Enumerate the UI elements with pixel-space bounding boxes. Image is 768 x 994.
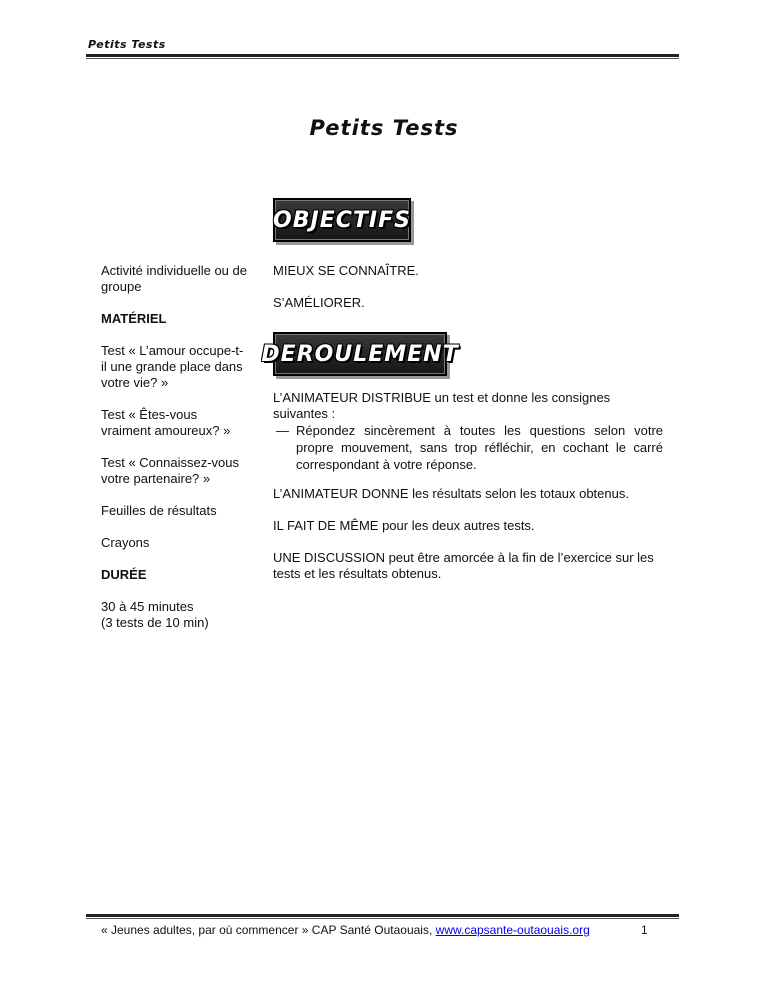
footer-rule [86, 914, 679, 917]
duration-line: 30 à 45 minutes [101, 599, 194, 614]
deroulement-paragraph: L’ANIMATEUR DONNE les résultats selon les totaux obtenus. [273, 486, 629, 501]
footer-text: « Jeunes adultes, par où commencer » CAP Santé Outaouais, [101, 923, 433, 937]
activity-type: Activité individuelle ou de groupe [101, 263, 247, 294]
page-number: 1 [641, 923, 648, 937]
footer-link[interactable]: www.capsante-outaouais.org [435, 923, 590, 937]
material-item: Test « Êtes-vous vraiment amoureux? » [101, 407, 231, 438]
material-item: Feuilles de résultats [101, 503, 217, 518]
duration-line: (3 tests de 10 min) [101, 615, 209, 630]
document-title: Petits Tests [309, 116, 459, 140]
objectifs-banner [273, 198, 411, 242]
bullet-dash: — [276, 423, 289, 438]
header-rule-thin [86, 58, 679, 59]
objectifs-banner-label: OBJECTIFS [273, 207, 411, 233]
header-rule [86, 54, 679, 57]
footer [101, 923, 590, 937]
deroulement-paragraph: UNE DISCUSSION peut être amorcée à la fin de l’exercice sur les tests et les résultats obtenus. [273, 550, 654, 581]
materiel-heading: MATÉRIEL [101, 311, 167, 326]
deroulement-paragraph: IL FAIT DE MÊME pour les deux autres tests. [273, 518, 535, 533]
deroulement-paragraph: L’ANIMATEUR DISTRIBUE un test et donne les consignes suivantes : [273, 390, 611, 421]
objectif-item: MIEUX SE CONNAÎTRE. [273, 263, 419, 278]
material-item: Test « Connaissez-vous votre partenaire? » [101, 455, 240, 486]
material-item: Crayons [101, 535, 150, 550]
objectif-item: S’AMÉLIORER. [273, 295, 365, 310]
instruction-bullet [276, 422, 663, 473]
bullet-text: Répondez sincèrement à toutes les questions selon votre propre mouvement, sans trop réfléchir, en cochant le carré correspondant à votre réponse. [296, 423, 663, 472]
duree-heading: DURÉE [101, 567, 147, 582]
deroulement-banner [261, 332, 459, 376]
running-header: Petits Tests [88, 38, 166, 51]
footer-rule-thin [86, 918, 679, 919]
material-item: Test « L’amour occupe-t-il une grande place dans votre vie? » [101, 343, 244, 390]
deroulement-banner-label: DEROULEMENT [261, 341, 459, 367]
